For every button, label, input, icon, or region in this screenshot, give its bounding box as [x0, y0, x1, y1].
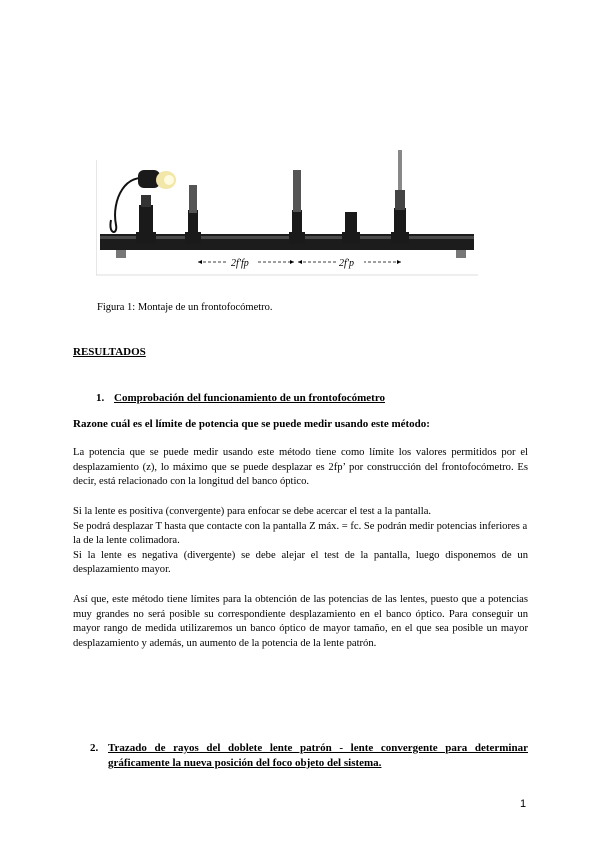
- section-title: RESULTADOS: [73, 346, 146, 358]
- paragraph-text: Así que, este método tiene límites para la obtención de las potencias de las lentes, puesto que a potencias muy grandes no será posible su correspondiente desplazamiento en el banco óptico. Para conseguir un mayor rango de medida utilizaremos un banco óptico de mayor tamaño, en el que sea posible un mayor desplazamiento y además, un aumento de la potencia de la lente patrón.: [73, 594, 528, 649]
- paragraph-1: [73, 446, 528, 490]
- optical-bench-figure: [96, 150, 478, 280]
- heading-1-number: 1.: [96, 392, 105, 404]
- page-number: 1: [520, 798, 527, 810]
- paragraph-text: Se podrá desplazar T hasta que contacte con la pantalla Z máx. = fc. Se podrán medir potencias inferiores a la de la lente colimadora.: [73, 520, 528, 546]
- heading-1-title: Comprobación del funcionamiento de un frontofocómetro: [114, 392, 386, 404]
- figure-caption: Figura 1: Montaje de un frontofocómetro.: [97, 302, 273, 313]
- lamp-icon: [138, 170, 176, 189]
- paragraph-5: [73, 593, 528, 651]
- paragraph-text: Si la lente es positiva (convergente) para enfocar se debe acercar el test a la pantalla.: [73, 506, 432, 517]
- paragraph-group-2: [73, 505, 528, 578]
- heading-2-title: Trazado de rayos del doblete lente patrón - lente convergente para determinar gráficamente la nueva posición del foco objeto del sistema.: [108, 742, 528, 769]
- dimension-label-left: 2f′fp: [231, 258, 249, 269]
- paragraph-text: Si la lente es negativa (divergente) se debe alejar el test de la pantalla, luego disponemos de un desplazamiento mayor.: [73, 549, 528, 575]
- heading-1: [96, 392, 385, 404]
- question-text: Razone cuál es el límite de potencia que se puede medir usando este método:: [73, 418, 430, 430]
- paragraph-text: La potencia que se puede medir usando este método tiene como límite los valores permitidos por el desplazamiento (z), lo máximo que se puede desplazar es 2fp’ por construcción del frontofocómetro. Es decir, está relacionado con la longitud del banco óptico.: [73, 447, 528, 487]
- dimension-label-right: 2f′p: [339, 258, 354, 269]
- heading-2-number: 2.: [90, 742, 99, 754]
- heading-2: [90, 741, 528, 771]
- frontofocometer-photo: [96, 150, 478, 280]
